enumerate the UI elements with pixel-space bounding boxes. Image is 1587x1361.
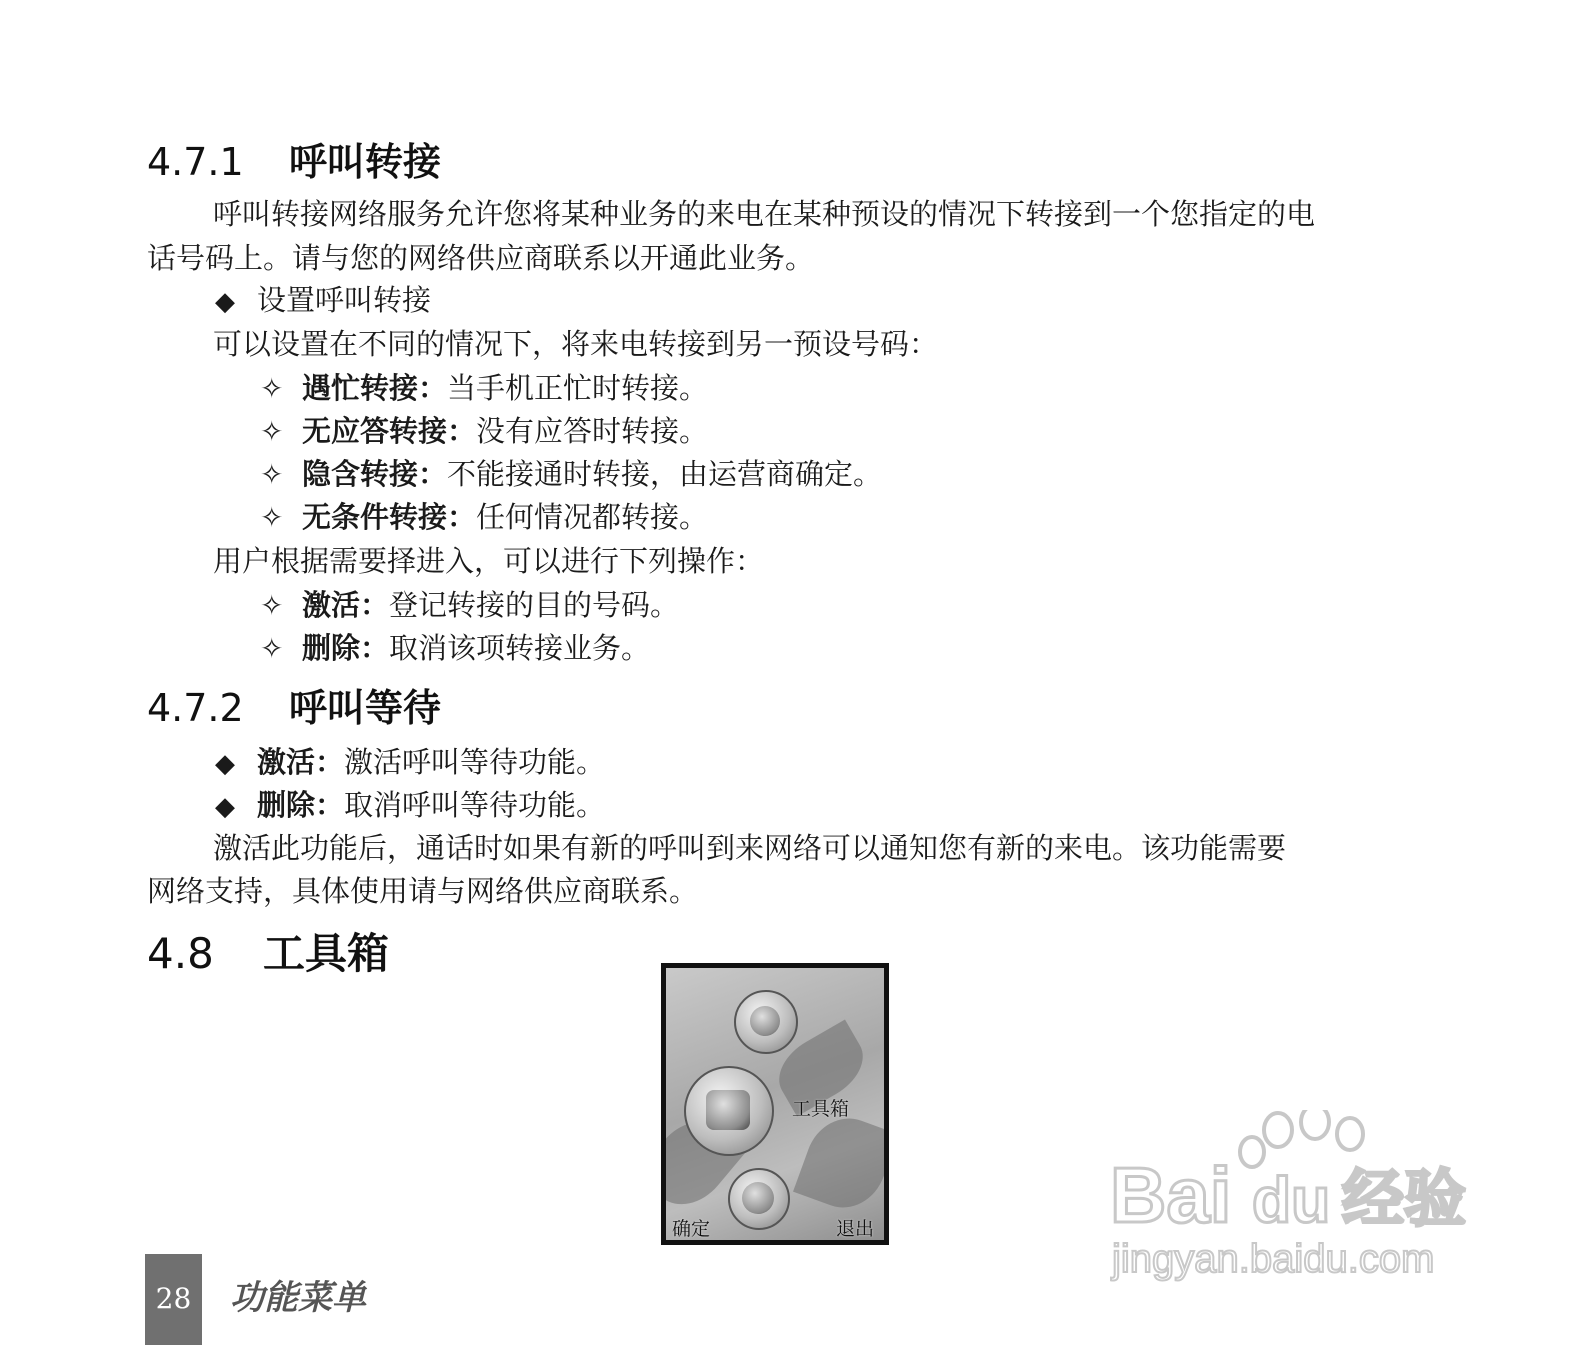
paragraph-line: 呼叫转接网络服务允许您将某种业务的来电在某种预设的情况下转接到一个您指定的电	[213, 197, 1316, 231]
item-term: 无条件转接：	[302, 500, 477, 534]
paragraph-line: 用户根据需要择进入，可以进行下列操作：	[213, 544, 765, 578]
star-bullet-icon: ✧	[260, 589, 284, 622]
section-number: 4.7.2	[147, 686, 244, 730]
section-number: 4.8	[147, 929, 214, 978]
page-number: 28	[155, 1282, 192, 1315]
baidu-watermark-logo	[1110, 1110, 1490, 1290]
right-softkey: 退出	[836, 1218, 875, 1240]
chapter-title: 功能菜单	[230, 1278, 366, 1318]
sub-bullet-item	[260, 630, 650, 667]
watermark-url: jingyan.baidu.com	[1112, 1237, 1435, 1281]
item-desc: 当手机正忙时转接。	[447, 371, 709, 405]
item-term: 遇忙转接：	[302, 371, 448, 405]
sub-bullet-item	[260, 587, 679, 624]
section-heading-4-7-2	[147, 686, 441, 730]
watermark-brand: Bai	[1110, 1151, 1232, 1239]
item-term: 隐含转接：	[302, 457, 448, 491]
item-desc: 取消该项转接业务。	[389, 631, 651, 665]
item-desc: 激活呼叫等待功能。	[344, 745, 606, 779]
page-number-box	[145, 1254, 202, 1345]
sub-bullet-item	[260, 499, 708, 536]
star-bullet-icon: ✧	[260, 501, 284, 534]
diamond-bullet-icon: ◆	[215, 749, 235, 779]
section-title: 呼叫转接	[289, 140, 442, 184]
item-desc: 不能接通时转接，由运营商确定。	[447, 457, 883, 491]
sub-bullet-item	[260, 456, 882, 493]
phone-screenshot	[661, 963, 889, 1245]
sub-bullet-item	[260, 413, 708, 450]
section-number: 4.7.1	[147, 140, 244, 184]
menu-icon-top	[734, 990, 798, 1054]
section-heading-4-8	[147, 929, 390, 978]
item-desc: 登记转接的目的号码。	[389, 588, 680, 622]
section-title: 呼叫等待	[289, 686, 442, 730]
item-desc: 取消呼叫等待功能。	[344, 788, 606, 822]
bullet-item	[215, 787, 605, 825]
star-bullet-icon: ✧	[260, 372, 284, 405]
item-term: 激活：	[257, 745, 345, 779]
section-title: 工具箱	[263, 929, 390, 978]
item-desc: 任何情况都转接。	[476, 500, 709, 534]
watermark-brand-cn: 经验	[1342, 1162, 1467, 1235]
paragraph-line: 网络支持，具体使用请与网络供应商联系。	[147, 874, 699, 908]
toolbox-icon	[684, 1066, 774, 1156]
star-bullet-icon: ✧	[260, 415, 284, 448]
section-heading-4-7-1	[147, 140, 441, 184]
item-term: 删除：	[302, 631, 390, 665]
star-bullet-icon: ✧	[260, 632, 284, 665]
diamond-bullet-icon: ◆	[215, 792, 235, 822]
watermark-brand-suffix: du	[1252, 1164, 1331, 1236]
diamond-bullet-icon: ◆	[215, 287, 235, 317]
bullet-item	[215, 744, 605, 782]
paragraph-line: 可以设置在不同的情况下，将来电转接到另一预设号码：	[213, 327, 939, 361]
paragraph-line: 话号码上。请与您的网络供应商联系以开通此业务。	[147, 241, 815, 275]
star-bullet-icon: ✧	[260, 458, 284, 491]
paragraph-line: 激活此功能后，通话时如果有新的呼叫到来网络可以通知您有新的来电。该功能需要	[213, 831, 1287, 865]
item-term: 删除：	[257, 788, 345, 822]
item-term: 无应答转接：	[302, 414, 477, 448]
menu-icon-bottom	[728, 1168, 790, 1230]
bullet-item	[215, 282, 431, 320]
left-softkey: 确定	[672, 1218, 711, 1240]
leaf-decoration	[793, 1107, 889, 1219]
item-desc: 没有应答时转接。	[476, 414, 709, 448]
item-term: 激活：	[302, 588, 390, 622]
menu-label: 工具箱	[792, 1098, 850, 1120]
sub-bullet-item	[260, 370, 708, 407]
bullet-label: 设置呼叫转接	[257, 283, 432, 317]
